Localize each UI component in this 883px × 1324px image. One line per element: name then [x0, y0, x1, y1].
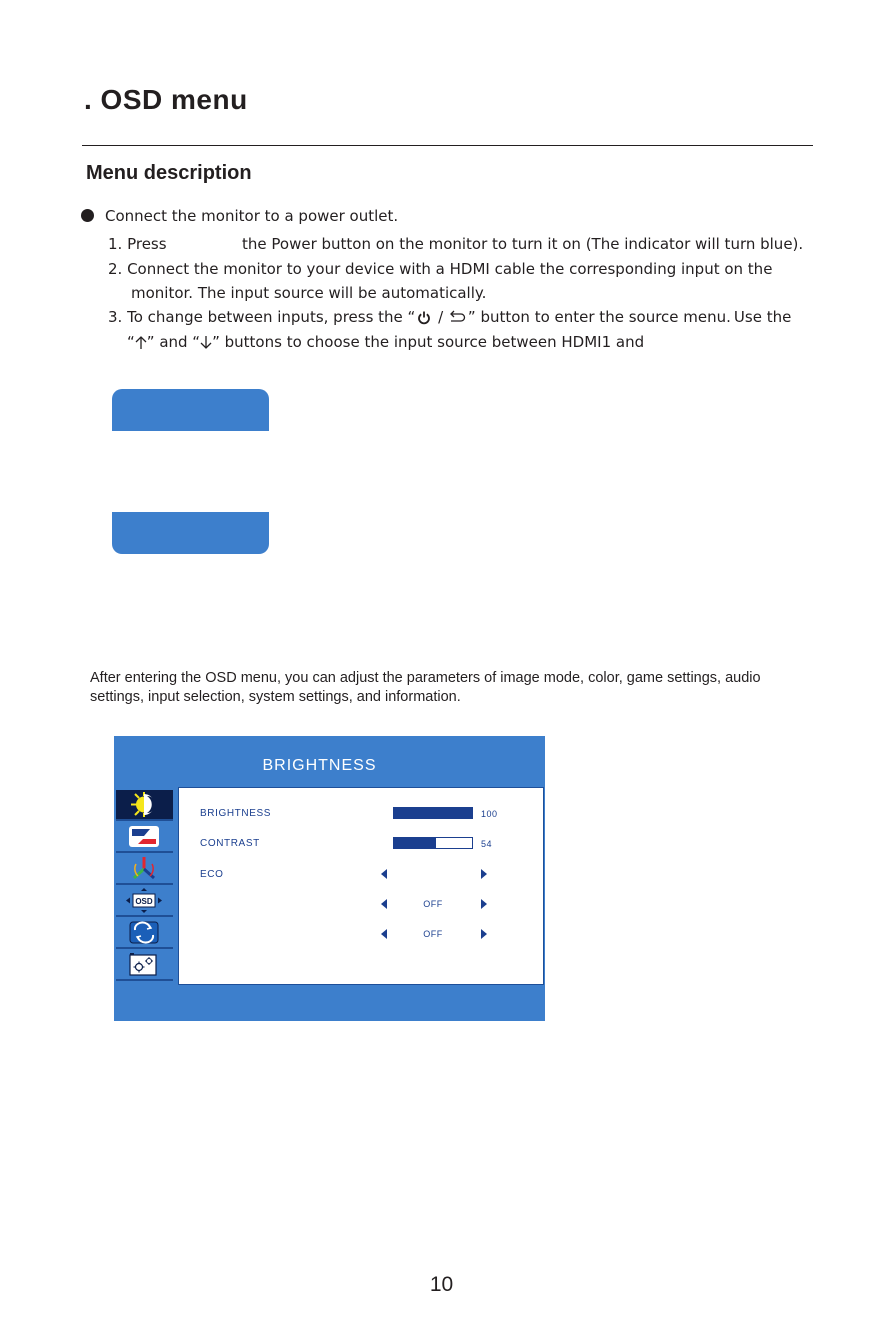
osd-menu-illustration [114, 736, 545, 1021]
source-menu-illustration [112, 389, 269, 554]
image-icon [116, 822, 173, 853]
osd-row-value: OFF [423, 899, 443, 909]
arrow-right-icon [481, 869, 487, 879]
return-icon [448, 307, 466, 331]
osd-menu-title: BRIGHTNESS [262, 757, 377, 774]
osd-settings-panel [178, 787, 544, 985]
osd-icon-text: OSD [135, 897, 153, 906]
arrow-right-icon [481, 899, 487, 909]
step3-text-b: ” button to enter the source menu. [467, 308, 731, 326]
up-arrow-icon [135, 333, 147, 357]
step1-prefix: 1. Press [108, 235, 167, 253]
system-settings-icon [116, 950, 173, 981]
input-source-icon [116, 918, 173, 949]
osd-row-label: CONTRAST [200, 838, 260, 849]
arrow-left-icon [381, 899, 387, 909]
bullet-icon [81, 209, 94, 222]
step3-line1: 3. To change between inputs, press the “ / ” button to enter the source menu. Use the [108, 305, 791, 332]
brightness-icon [116, 790, 173, 821]
arrow-right-icon [481, 929, 487, 939]
contrast-value: 54 [481, 839, 493, 849]
contrast-slider [393, 837, 473, 849]
power-icon [417, 308, 431, 332]
color-icon [116, 854, 173, 885]
osd-description-line1: After entering the OSD menu, you can adjust the parameters of image mode, color, game settings, audio [90, 670, 761, 686]
arrow-left-icon [381, 929, 387, 939]
section-heading: Menu description [86, 162, 252, 184]
step3-text-c: Use the [733, 308, 792, 326]
step3-text-a: 3. To change between inputs, press the “ [108, 308, 416, 326]
osd-settings-icon [116, 886, 173, 917]
brightness-value: 100 [481, 809, 498, 819]
osd-row-label: BRIGHTNESS [200, 808, 272, 819]
source-menu-footer [112, 512, 269, 554]
brightness-slider [393, 807, 473, 819]
osd-row-value: OFF [423, 929, 443, 939]
osd-row-label: ECO [200, 869, 224, 880]
arrow-left-icon [381, 869, 387, 879]
osd-description-line2: settings, input selection, system settings, and information. [90, 689, 461, 705]
page-number: 10 [429, 1273, 454, 1296]
source-menu-header [112, 389, 269, 431]
step2-line1: 2. Connect the monitor to your device with a HDMI cable the corresponding input on the [108, 260, 773, 278]
step1-text: the Power button on the monitor to turn it on (The indicator will turn blue). [242, 235, 804, 253]
brightness-slider-fill [394, 808, 472, 818]
step2-line2: monitor. The input source will be automatically. [131, 284, 487, 302]
title-divider [82, 145, 813, 146]
step3-line2: “ ” and “ ” buttons to choose the input source between HDMI1 and [127, 330, 644, 357]
page-title: . OSD menu [84, 84, 248, 115]
contrast-slider-fill [394, 838, 436, 848]
instruction-bullet: Connect the monitor to a power outlet. [105, 207, 399, 225]
down-arrow-icon [200, 333, 212, 357]
